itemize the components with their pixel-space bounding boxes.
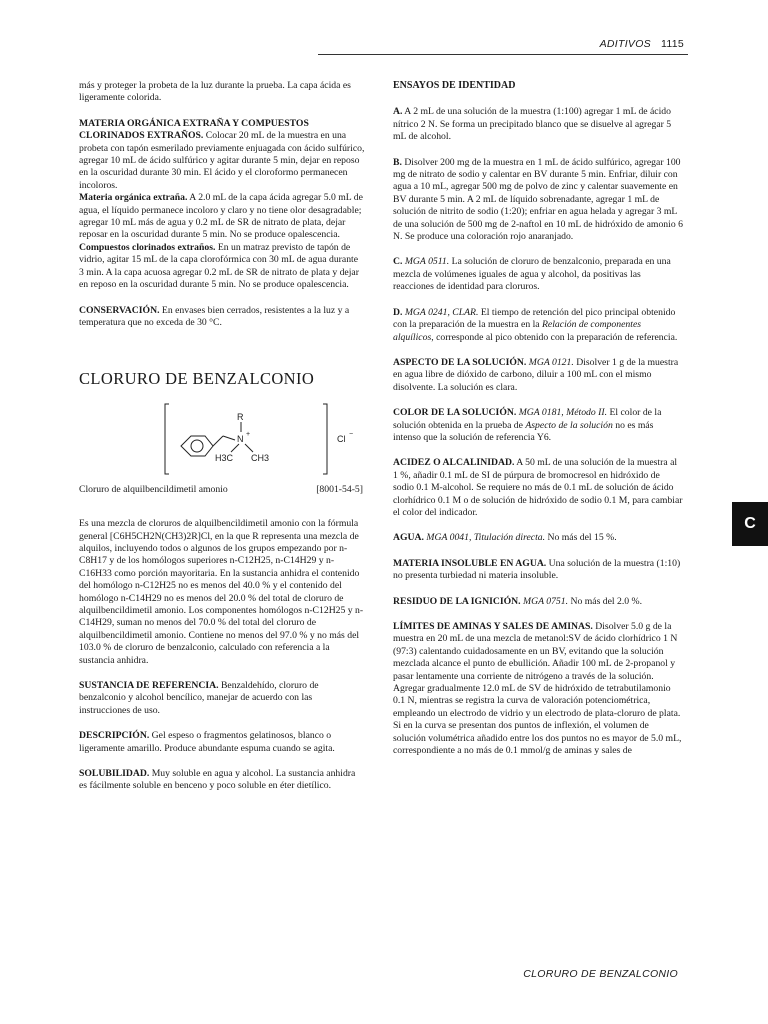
test-c-text: La solución de cloruro de benzalconio, preparada en una mezcla de volúmenes iguales de agua y alcohol, da positivas las reacciones de identidad para cloruros. (393, 256, 671, 293)
left-bracket (165, 404, 169, 474)
test-a-label: A. (393, 106, 403, 118)
test-a-paragraph (393, 106, 683, 143)
clorinados-paragraph (79, 242, 365, 292)
test-b-label: B. (393, 156, 402, 168)
residuo-paragraph (393, 596, 683, 608)
sustancia-text: Benzaldehído, cloruro de benzalconio y alcohol bencílico, manejar de acuerdo con las instrucciones de uso. (79, 680, 319, 716)
chemical-structure (79, 400, 365, 478)
test-d-text-1: El tiempo de retención del pico principal obtenido con la preparación de la muestra en la (393, 306, 676, 331)
agua-text: No más del 15 %. (545, 532, 617, 544)
header-rule (318, 54, 688, 55)
structure-diagram (161, 400, 361, 478)
solubilidad-heading: SOLUBILIDAD. (79, 768, 150, 780)
limites-text: Disolver 5.0 g de la muestra en 20 mL de una mezcla de metanol:SV de ácido clorhídrico 1 N (97:3) calentando cuidadosamente en un BV, evitando que la solución mezclada alcance el punto de ebullición. Añadir 100 mL de 2-propanol y pasar lentamente una corriente de nitrógeno a través de la solución. Agregar gradualmente 12.0 mL de SV de hidróxido de tetrabutilamonio 0.1 N, mientras se registra la curva de valoración potenciométrica, empleando un electrodo de vidrio y un electrodo de plata-cloruro de plata. Si en la curva se presentan dos puntos de inflexión, el volumen de solución volumétrica añadido entre los dos puntos no es mayor de 5.0 mL, correspondiente a no más de 0.1 mmol/g de aminas y sales de (393, 621, 682, 757)
right-bracket (323, 404, 327, 474)
solubilidad-text: Muy soluble en agua y alcohol. La sustancia anhidra es fácilmente soluble en benceno y poco soluble en éter dietílico. (79, 768, 356, 792)
ch2-bond-2 (223, 436, 235, 440)
structure-caption (79, 484, 365, 496)
sustancia-heading: SUSTANCIA DE REFERENCIA. (79, 680, 219, 691)
descripcion-paragraph (79, 730, 365, 755)
test-d-paragraph (393, 307, 683, 344)
materia-insoluble-heading: MATERIA INSOLUBLE EN AGUA. (393, 557, 547, 569)
color-heading: COLOR DE LA SOLUCIÓN. (393, 407, 517, 419)
color-text-2: no es más intenso que la solución de referencia Y6. (393, 419, 654, 443)
running-footer: CLORURO DE BENZALCONIO (523, 968, 678, 980)
descripcion-text: Gel espeso o fragmentos gelatinosos, blanco o ligeramente amarillo. Produce abundante espuma cuando se agita. (79, 730, 335, 754)
materia-heading: MATERIA ORGÁNICA EXTRAÑA Y COMPUESTOS CLORINADOS EXTRAÑOS. (79, 117, 309, 142)
ring-circle (191, 440, 203, 452)
cl-label: Cl (337, 433, 346, 444)
clorinados-heading: Compuestos clorinados extraños. (79, 241, 216, 253)
color-text-1: El color de la solución obtenida en la prueba de (393, 407, 662, 431)
test-d-text-2: , corresponde al pico obtenido con la preparación de referencia. (431, 331, 678, 343)
header-section: ADITIVOS (599, 38, 651, 50)
conservacion-text: En envases bien cerrados, resistentes a la luz y a temperatura que no exceda de 30 °C. (79, 304, 350, 328)
h3c-label: H3C (215, 452, 234, 463)
test-d-italic: Relación de componentes alquílicos (393, 319, 642, 343)
materia-text: Colocar 20 mL de la muestra en una probeta con tapón esmerilado previamente enjuagada con ácido sulfúrico, agregar 10 mL de ácido sulfúrico y agitar durante 5 min, dejar en reposo en la oscuridad durante 30 min. El ácido y el cloroformo permanecen incoloros. (79, 130, 365, 191)
left-column (79, 80, 365, 806)
limites-paragraph (393, 621, 683, 757)
color-paragraph (393, 407, 683, 444)
organica-paragraph (79, 192, 365, 242)
identity-tests-heading: ENSAYOS DE IDENTIDAD (393, 80, 516, 91)
section-tab: C (732, 502, 768, 546)
materia-insoluble-paragraph (393, 558, 683, 583)
materia-insoluble-text: Una solución de la muestra (1:10) no presenta turbiedad ni materia insoluble. (393, 557, 681, 582)
color-ref: MGA 0181, Método II. (516, 407, 608, 419)
residuo-text: No más del 2.0 %. (568, 595, 643, 607)
running-header (600, 38, 684, 50)
test-b-text: Disolver 200 mg de la muestra en 1 mL de ácido sulfúrico, agregar 100 mg de nitrato de sodio y calentar en BV durante 5 min. Enfriar, diluir con agua a 10 mL, agregar 500 mg de polvo de zinc y calentar suavemente en BV durante 5 min. A 2 mL de líquido sobrenadante, agregar 1 mL de solución de nitrito de sodio (1:20); enfriar en agua helada y agregar 3 mL de una solución de 500 mg de 2-naftol en 10 mL de hidróxido de amonio 6 N. Se produce una coloración rojo anaranjado. (393, 156, 683, 243)
sustancia-paragraph (79, 680, 365, 717)
conservacion-heading: CONSERVACIÓN. (79, 304, 160, 316)
n-ch3-bond (245, 444, 253, 452)
organica-heading: Materia orgánica extraña. (79, 192, 188, 204)
materia-paragraph (79, 118, 365, 192)
r-label: R (237, 411, 244, 422)
monograph-title: CLORURO DE BENZALCONIO (79, 369, 315, 389)
cl-charge: − (349, 430, 354, 438)
definition-paragraph: Es una mezcla de cloruros de alquilbencildimetil amonio con la fórmula general [C6H5CH2N(CH3)2R]Cl, en la que R representa una mezcla de alquilos, incluyendo todos o algunos de los grupos empezando por n-C8H17 y de los homólogos superiores n-C12H25, n-C14H29 y n-C16H33 como porción mayoritaria. En la sustancia anhidra el contenido del homólogo n-C12H25 no es menos del 40.0 % y el contenido del homólogo n-C14H29 no es menos del 20.0 % del total de cloruro de alquilbencildimetil amonio. Los componentes homólogos n-C12H25 y n-C14H29, suman no menos del 70.0 % del total del cloruro de alquilbencildimetil amonio. Contiene no menos del 97.0 % y no más del 103.0 % de cloruro de benzalconio, calculado con referencia a la sustancia anhidra. (79, 518, 364, 666)
right-column (393, 80, 683, 770)
n-charge: + (246, 430, 251, 438)
color-italic: Aspecto de la solución (525, 419, 613, 431)
test-b-paragraph (393, 157, 683, 244)
ch3-label: CH3 (251, 452, 270, 463)
intro-paragraph: más y proteger la probeta de la luz durante la prueba. La capa ácida es ligeramente colorida. (79, 80, 351, 104)
benzene-ring (181, 436, 213, 456)
test-d-ref: MGA 0241, CLAR. (402, 306, 479, 318)
page-number: 1115 (661, 38, 684, 50)
residuo-ref: MGA 0751. (520, 595, 569, 607)
aspecto-ref: MGA 0121. (526, 356, 574, 368)
test-c-label: C. (393, 256, 403, 268)
organica-text: A 2.0 mL de la capa ácida agregar 5.0 mL de agua, el líquido permanece incoloro y claro y no tiene olor desagradable; agregar 10 mL más de agua y 0.2 mL de SR de nitrato de plata, dejar reposar en la oscuridad durante 5 min. No se produce opalescencia. (79, 192, 363, 241)
residuo-heading: RESIDUO DE LA IGNICIÓN. (393, 595, 521, 607)
aspecto-paragraph (393, 357, 683, 394)
aspecto-heading: ASPECTO DE LA SOLUCIÓN. (393, 356, 527, 368)
n-label: N (237, 433, 244, 444)
test-c-ref: MGA 0511. (402, 256, 450, 268)
acidez-text: A 50 mL de una solución de la muestra al 1 %, añadir 0.1 mL de SI de púrpura de bromocresol en hidróxido de sodio 0.1 M-alcohol. Se requiere no más de 0.1 mL de solución de ácido clorhídrico 0.1 M o de solución de hidróxido de sodio 0.1 M, para cambiar el color del indicador. (393, 457, 683, 518)
agua-heading: AGUA. (393, 532, 424, 544)
clorinados-text: En un matraz previsto de tapón de vidrio, agitar 15 mL de la capa clorofórmica con 30 mL de agua durante 3 min. A la capa acuosa agregar 0.2 mL de SR de nitrato de plata y dejar en reposo en la oscuridad durante 5 min. No se produce opalescencia. (79, 241, 359, 291)
compound-name: Cloruro de alquilbencildimetil amonio (79, 483, 228, 495)
limites-heading: LÍMITES DE AMINAS Y SALES DE AMINAS. (393, 621, 593, 632)
acidez-paragraph (393, 457, 683, 519)
solubilidad-paragraph (79, 768, 365, 793)
aspecto-text: Disolver 1 g de la muestra en agua libre de dióxido de carbono, diluir a 100 mL con el mismo disolvente. La solución es clara. (393, 356, 679, 393)
descripcion-heading: DESCRIPCIÓN. (79, 730, 150, 742)
conservacion-paragraph (79, 305, 365, 330)
test-c-paragraph (393, 256, 683, 293)
n-h3c-bond (231, 444, 239, 452)
acidez-heading: ACIDEZ O ALCALINIDAD. (393, 457, 515, 469)
test-a-text: A 2 mL de una solución de la muestra (1:100) agregar 1 mL de ácido nítrico 2 N. Se forma un precipitado blanco que se disuelve al agregar 5 mL de alcohol. (393, 106, 672, 143)
agua-paragraph (393, 532, 683, 544)
test-d-label: D. (393, 306, 403, 318)
ch2-bond-1 (213, 436, 223, 446)
agua-ref: MGA 0041, Titulación directa. (423, 532, 546, 544)
cas-number: [8001-54-5] (316, 483, 363, 495)
